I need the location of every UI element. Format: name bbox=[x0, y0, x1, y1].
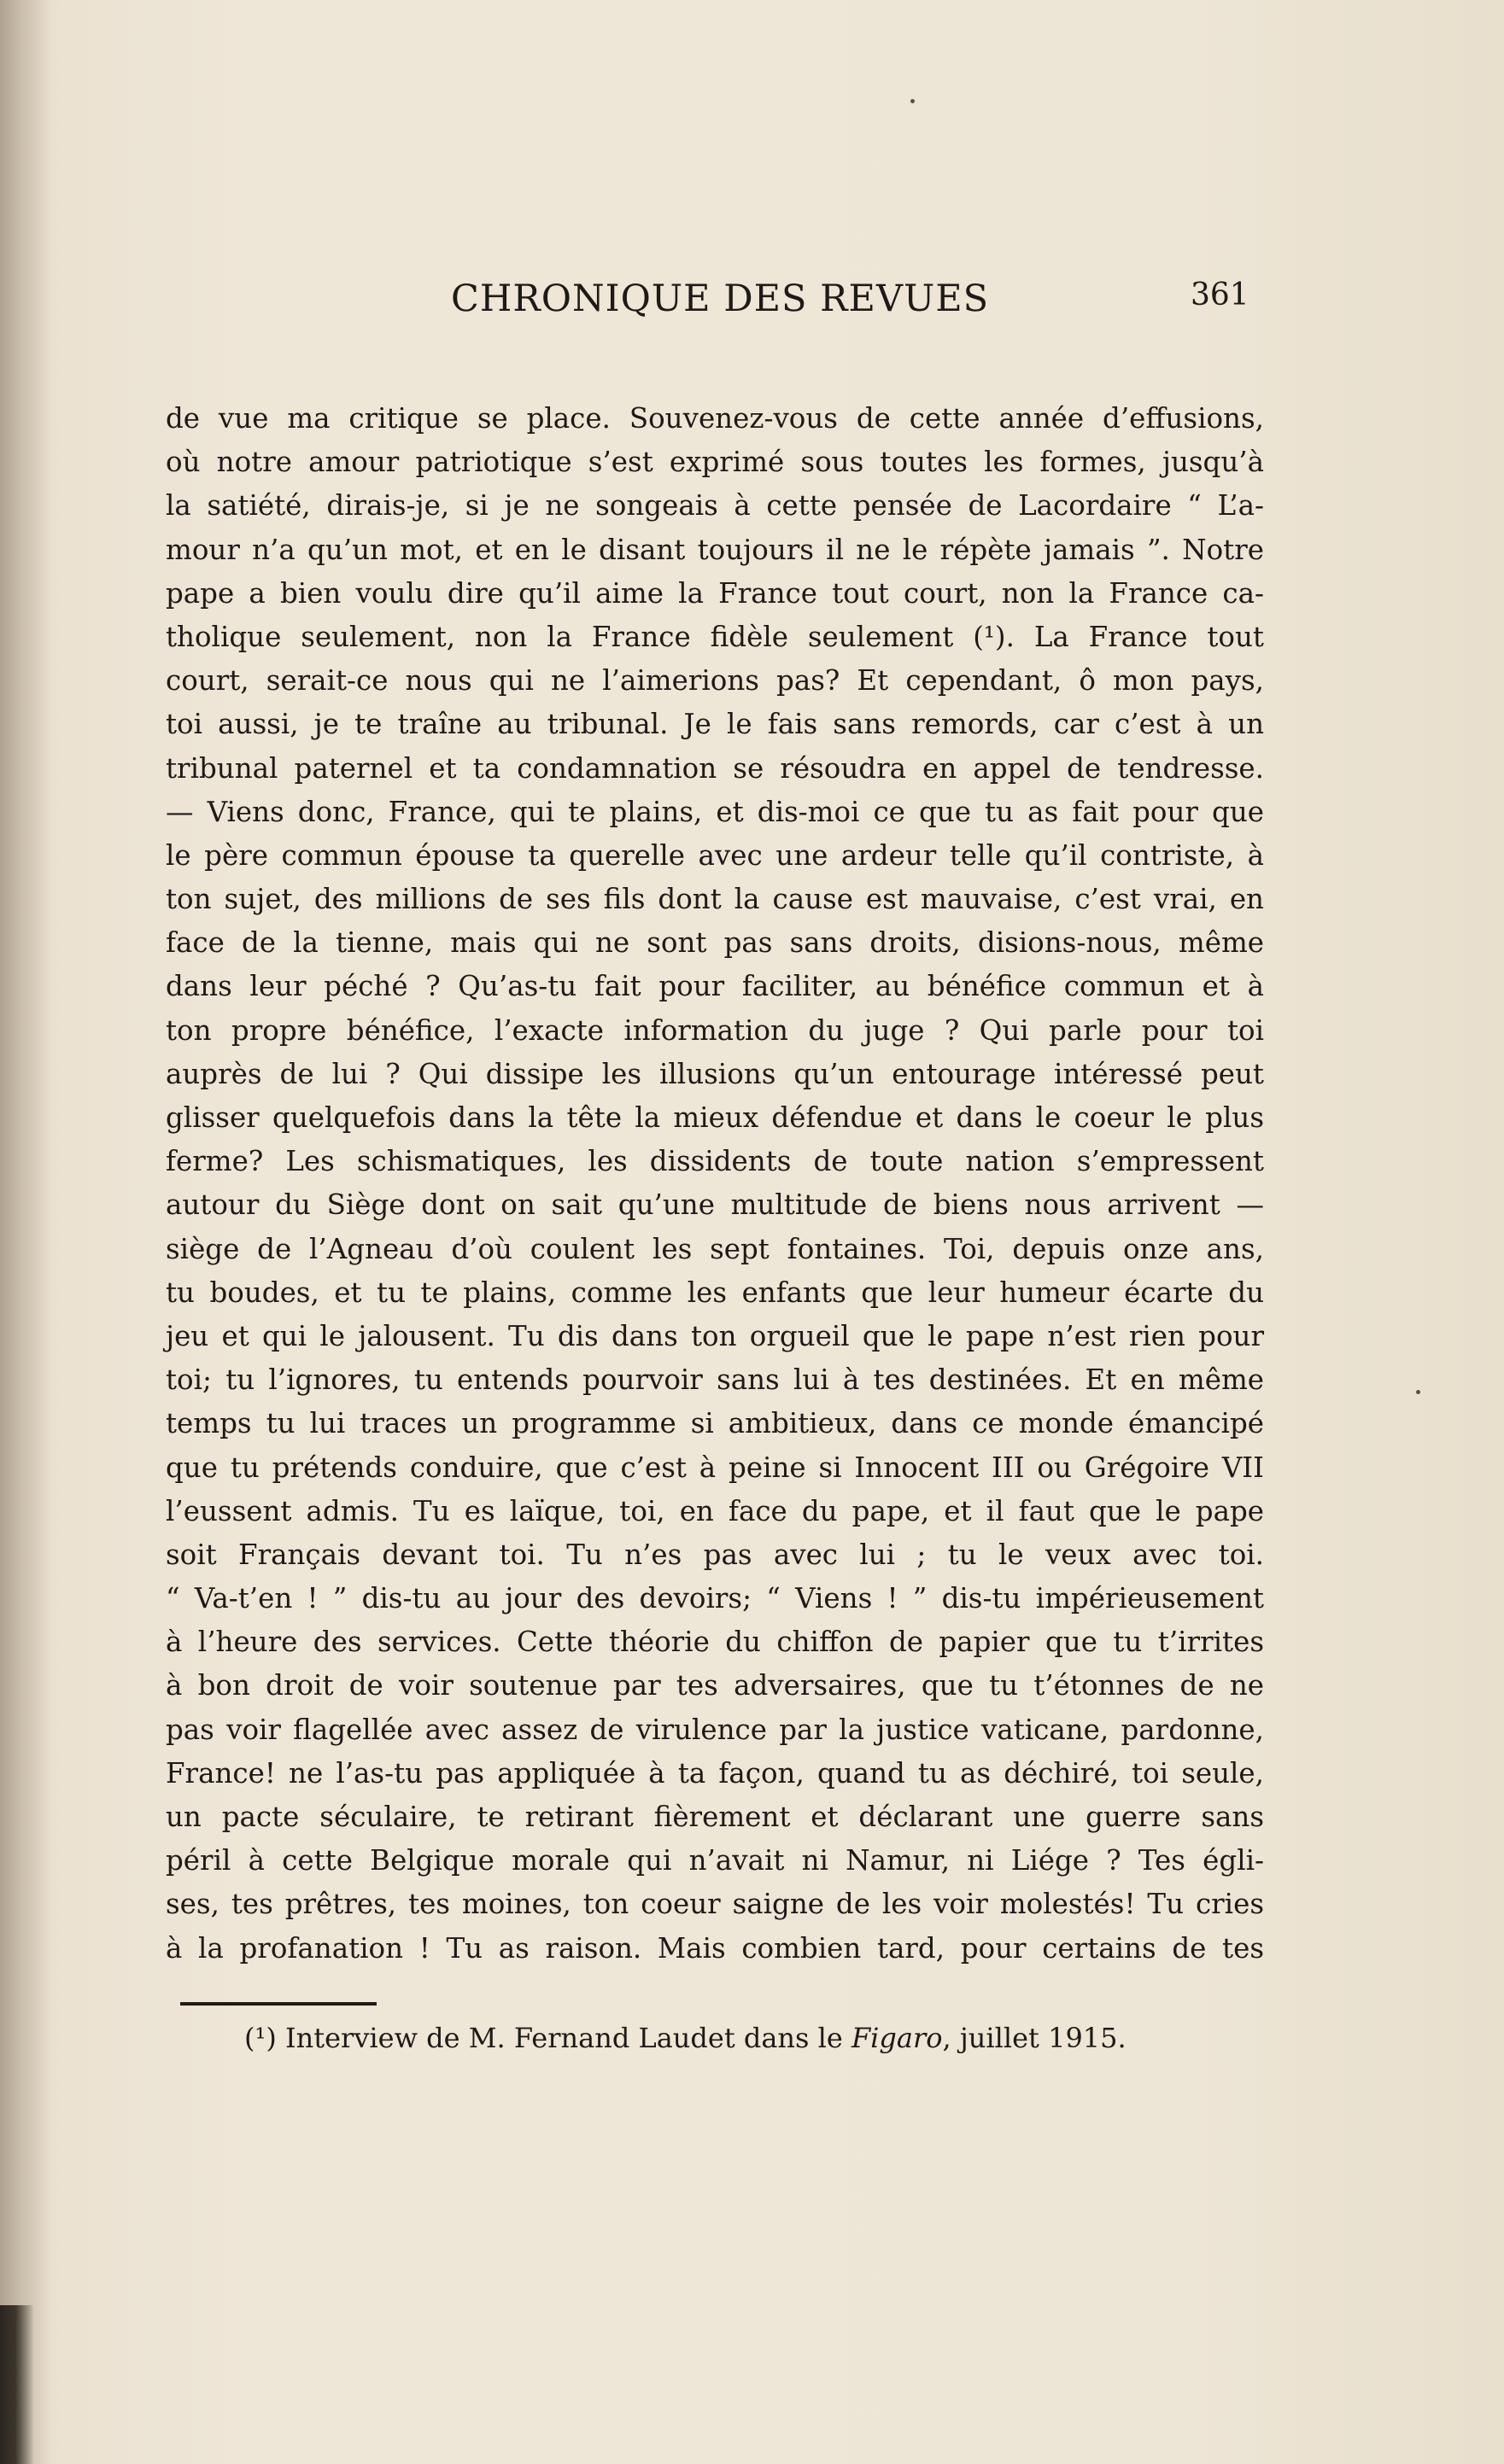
text-line: ferme? Les schismatiques, les dissidents de toute nation s’empressent bbox=[166, 1145, 1264, 1178]
text-line: toi aussi, je te traîne au tribunal. Je le fais sans remords, car c’est à un bbox=[166, 708, 1264, 741]
text-line: tu boudes, et tu te plains, comme les enfants que leur humeur écarte du bbox=[166, 1276, 1264, 1309]
footnote bbox=[244, 2022, 1127, 2054]
footnote-text-after: , juillet 1915. bbox=[942, 2022, 1127, 2054]
text-line: soit Français devant toi. Tu n’es pas avec lui ; tu le veux avec toi. bbox=[166, 1538, 1264, 1571]
footnote-rule bbox=[180, 2002, 377, 2006]
paper-speck bbox=[910, 99, 915, 103]
text-line: auprès de lui ? Qui dissipe les illusions qu’un entourage intéressé peut bbox=[166, 1057, 1264, 1090]
text-line: où notre amour patriotique s’est exprimé sous toutes les formes, jusqu’à bbox=[166, 446, 1264, 479]
footnote-italic: Figaro bbox=[851, 2022, 943, 2054]
text-line: mour n’a qu’un mot, et en le disant toujours il ne le répète jamais ”. Notre bbox=[166, 533, 1264, 566]
text-line: France! ne l’as-tu pas appliquée à ta façon, quand tu as déchiré, toi seule, bbox=[166, 1756, 1264, 1790]
footnote-marker: (¹) bbox=[244, 2022, 277, 2054]
text-line: de vue ma critique se place. Souvenez-vous de cette année d’effusions, bbox=[166, 402, 1264, 435]
text-line: court, serait-ce nous qui ne l’aimerions pas? Et cependant, ô mon pays, bbox=[166, 664, 1264, 698]
body-text bbox=[166, 397, 1264, 1971]
running-title: CHRONIQUE DES REVUES bbox=[451, 277, 990, 320]
text-line: un pacte séculaire, te retirant fièrement et déclarant une guerre sans bbox=[166, 1801, 1264, 1833]
text-line: que tu prétends conduire, que c’est à peine si Innocent III ou Grégoire VII bbox=[166, 1451, 1264, 1484]
text-line: péril à cette Belgique morale qui n’avait ni Namur, ni Liége ? Tes égli- bbox=[166, 1844, 1264, 1877]
text-line: pas voir flagellée avec assez de virulence par la justice vaticane, pardonne, bbox=[166, 1713, 1264, 1746]
text-line: à la profanation ! Tu as raison. Mais combien tard, pour certains de tes bbox=[166, 1931, 1264, 1965]
text-line: à l’heure des services. Cette théorie du chiffon de papier que tu t’irrites bbox=[166, 1626, 1264, 1659]
page-number: 361 bbox=[1191, 277, 1249, 312]
text-line: la satiété, dirais-je, si je ne songeais à cette pensée de Lacordaire “ L’a- bbox=[166, 489, 1264, 523]
text-line: pape a bien voulu dire qu’il aime la France tout court, non la France ca- bbox=[166, 576, 1264, 610]
text-line: face de la tienne, mais qui ne sont pas sans droits, disions-nous, même bbox=[166, 926, 1264, 960]
text-line: ses, tes prêtres, tes moines, ton coeur saigne de les voir molestés! Tu cries bbox=[166, 1888, 1264, 1921]
text-line: tholique seulement, non la France fidèle seulement (¹). La France tout bbox=[166, 620, 1264, 653]
text-line: l’eussent admis. Tu es laïque, toi, en face du pape, et il faut que le pape bbox=[166, 1494, 1264, 1527]
gutter-shadow bbox=[0, 0, 51, 2464]
text-line: “ Va-t’en ! ” dis-tu au jour des devoirs; “ Viens ! ” dis-tu impérieusement bbox=[166, 1582, 1264, 1615]
text-line: toi; tu l’ignores, tu entends pourvoir sans lui à tes destinées. Et en même bbox=[166, 1363, 1264, 1397]
text-line: le père commun épouse ta querelle avec une ardeur telle qu’il contriste, à bbox=[166, 838, 1264, 872]
text-line: glisser quelquefois dans la tête la mieux défendue et dans le coeur le plus bbox=[166, 1101, 1264, 1134]
text-line: ton propre bénéfice, l’exacte information du juge ? Qui parle pour toi bbox=[166, 1013, 1264, 1047]
footnote-text-before: Interview de M. Fernand Laudet dans le bbox=[284, 2022, 843, 2054]
text-line: siège de l’Agneau d’où coulent les sept fontaines. Toi, depuis onze ans, bbox=[166, 1232, 1264, 1265]
text-line: tribunal paternel et ta condamnation se résoudra en appel de tendresse. bbox=[166, 751, 1264, 785]
text-line: — Viens donc, France, qui te plains, et dis-moi ce que tu as fait pour que bbox=[166, 795, 1264, 828]
text-line: à bon droit de voir soutenue par tes adversaires, que tu t’étonnes de ne bbox=[166, 1669, 1264, 1702]
text-line: autour du Siège dont on sait qu’une multitude de biens nous arrivent — bbox=[166, 1188, 1264, 1222]
text-line: ton sujet, des millions de ses fils dont la cause est mauvaise, c’est vrai, en bbox=[166, 883, 1264, 916]
paper-speck bbox=[1416, 1390, 1420, 1394]
page-edge-shadow bbox=[0, 2305, 34, 2464]
text-line: dans leur péché ? Qu’as-tu fait pour faciliter, au bénéfice commun et à bbox=[166, 970, 1264, 1003]
text-line: temps tu lui traces un programme si ambitieux, dans ce monde émancipé bbox=[166, 1407, 1264, 1440]
text-line: jeu et qui le jalousent. Tu dis dans ton orgueil que le pape n’est rien pour bbox=[166, 1319, 1264, 1352]
